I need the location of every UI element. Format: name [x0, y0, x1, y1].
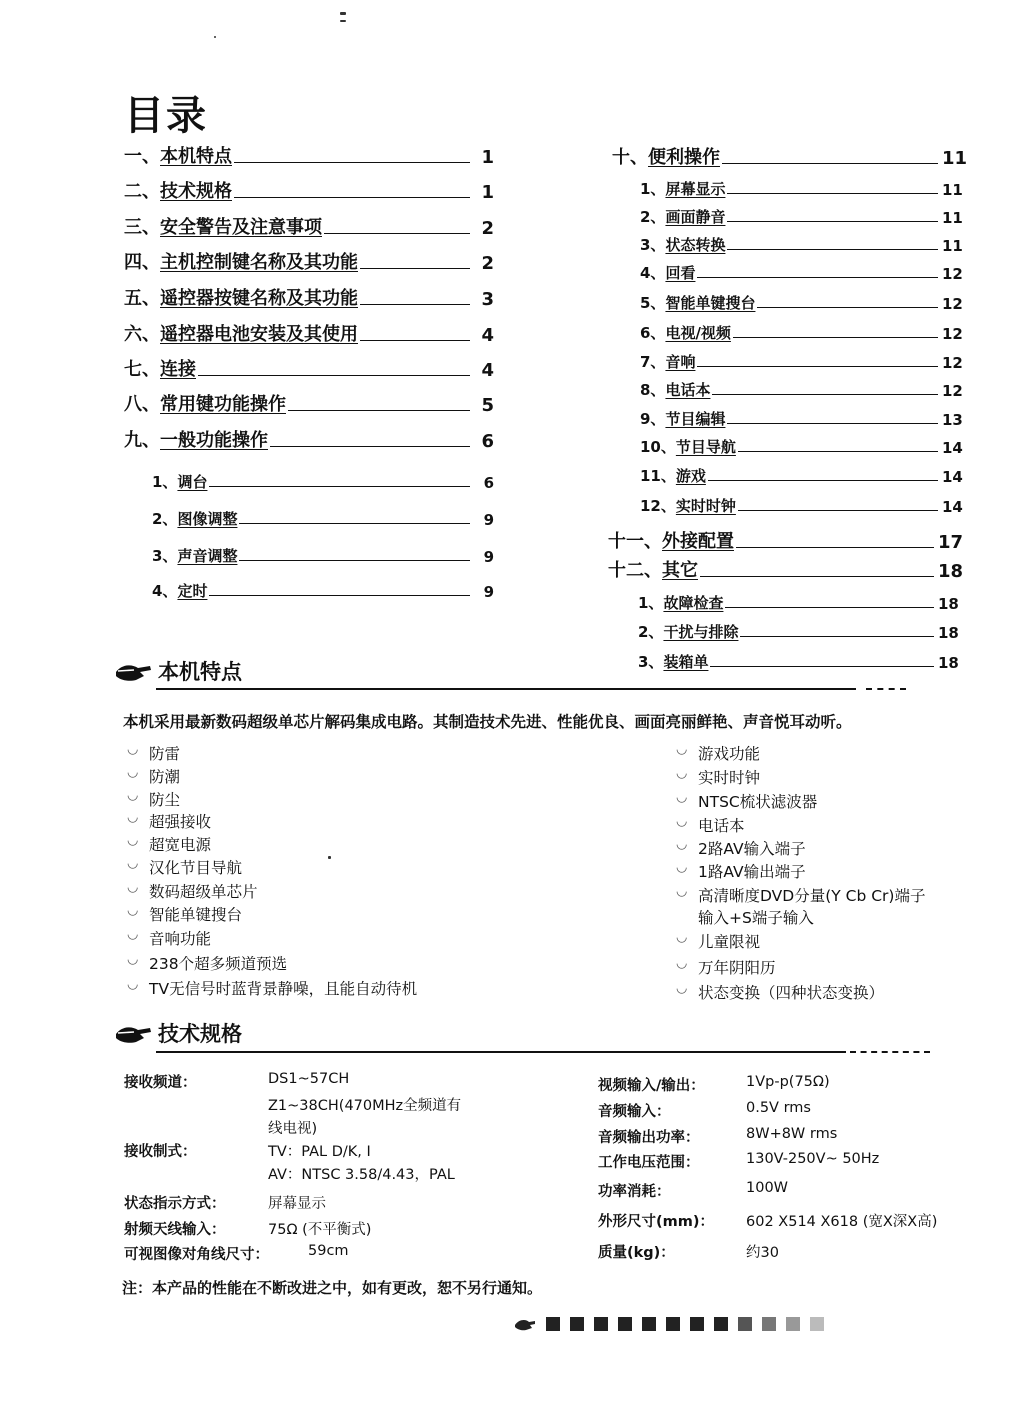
- spec-value: AV：NTSC 3.58/4.43，PAL: [268, 1167, 455, 1183]
- feature-item: [127, 765, 180, 787]
- feature-text: 高清晰度DVD分量(Y Cb Cr)端子: [698, 887, 926, 905]
- scan-speck: [328, 856, 331, 859]
- toc-entry-number: 五、: [124, 288, 160, 309]
- toc-entry-label: 实时时钟: [675, 497, 736, 515]
- toc-entry-label: 音响: [665, 353, 696, 371]
- spec-value: Z1~38CH(470MHz全频道有: [268, 1098, 462, 1114]
- specs-heading: 技术规格: [158, 1022, 242, 1046]
- toc-entry-number: 十一、: [608, 531, 662, 552]
- toc-entry[interactable]: [124, 177, 494, 203]
- toc-entry-label: 定时: [177, 582, 208, 600]
- toc-entry[interactable]: [124, 284, 494, 310]
- spec-value: 8W+8W rms: [746, 1126, 838, 1142]
- toc-entry-page: 1: [481, 147, 494, 168]
- toc-leader-line: [288, 410, 470, 411]
- feature-bullet-icon: ◡: [676, 956, 688, 971]
- toc-entry-page: 5: [481, 395, 494, 416]
- toc-entry-label: 一般功能操作: [160, 430, 268, 451]
- spec-value: 1Vp-p(75Ω): [746, 1074, 830, 1090]
- toc-entry-label: 外接配置: [662, 531, 734, 552]
- toc-entry-label: 遥控器按键名称及其功能: [160, 288, 358, 309]
- toc-entry[interactable]: [612, 143, 968, 169]
- spec-key: 视频输入/输出：: [598, 1078, 705, 1094]
- feature-bullet-icon: ◡: [127, 903, 139, 918]
- toc-entry[interactable]: [640, 346, 962, 372]
- toc-entry-number: 十、: [612, 147, 648, 168]
- footer-block: [762, 1317, 776, 1331]
- feature-text: 超宽电源: [149, 836, 212, 854]
- feature-item: [127, 833, 211, 855]
- toc-entry-number: 九、: [124, 430, 160, 451]
- toc-leader-line: [708, 480, 938, 481]
- toc-entry-page: 14: [942, 498, 963, 516]
- toc-entry-number: 七、: [124, 359, 160, 380]
- feature-text: 音响功能: [149, 930, 212, 948]
- toc-entry-page: 18: [938, 595, 959, 613]
- toc-leader-line: [700, 576, 934, 577]
- feature-bullet-icon: ◡: [127, 927, 139, 942]
- toc-entry-number: 一、: [124, 146, 160, 167]
- pointing-hand-icon: [114, 658, 154, 684]
- toc-entry[interactable]: [152, 575, 494, 601]
- toc-entry-label: 调台: [177, 473, 208, 491]
- feature-bullet-icon: ◡: [676, 930, 688, 945]
- toc-leader-line: [740, 636, 934, 637]
- toc-entry[interactable]: [124, 213, 494, 239]
- feature-text: 实时时钟: [698, 769, 761, 787]
- scan-speck: [340, 20, 346, 22]
- toc-entry-page: 11: [942, 237, 963, 255]
- toc-entry-label: 其它: [662, 560, 698, 581]
- feature-item: [676, 790, 817, 812]
- toc-entry-number: 1、: [640, 180, 666, 198]
- feature-item: [127, 810, 211, 832]
- toc-entry[interactable]: [638, 646, 958, 672]
- toc-entry-page: 4: [481, 360, 494, 381]
- spec-key: 射频天线输入：: [124, 1222, 226, 1238]
- toc-entry-number: 1、: [638, 594, 664, 612]
- toc-entry[interactable]: [640, 229, 962, 255]
- feature-text: 智能单键搜台: [149, 906, 243, 924]
- toc-entry[interactable]: [640, 317, 962, 343]
- toc-entry-number: 9、: [640, 410, 666, 428]
- toc-entry-number: 二、: [124, 181, 160, 202]
- spec-key: 音频输出功率：: [598, 1130, 700, 1146]
- feature-bullet-icon: ◡: [676, 742, 688, 757]
- feature-bullet-icon: ◡: [676, 814, 688, 829]
- toc-leader-line: [697, 277, 938, 278]
- toc-leader-line: [697, 366, 938, 367]
- toc-entry-page: 12: [942, 354, 963, 372]
- toc-leader-line: [209, 595, 470, 596]
- features-rule: [156, 688, 856, 690]
- toc-entry[interactable]: [608, 527, 964, 553]
- toc-entry-label: 声音调整: [177, 547, 238, 565]
- feature-text: NTSC梳状滤波器: [698, 793, 818, 811]
- toc-entry-label: 电视/视频: [665, 324, 731, 342]
- toc-entry[interactable]: [638, 616, 958, 642]
- toc-entry-number: 2、: [640, 208, 666, 226]
- spec-key: 外形尺寸(mm)：: [598, 1214, 714, 1230]
- feature-text: 防潮: [149, 768, 181, 786]
- toc-entry-label: 技术规格: [160, 181, 232, 202]
- toc-entry-label: 图像调整: [177, 510, 238, 528]
- specs-rule-dash: [850, 1051, 930, 1053]
- feature-text: 防雷: [149, 745, 181, 763]
- feature-text: 状态变换（四种状态变换）: [698, 984, 885, 1002]
- spec-value: 75Ω (不平衡式): [268, 1222, 372, 1238]
- specs-rule: [156, 1051, 846, 1053]
- toc-entry[interactable]: [638, 587, 958, 613]
- footer-block: [618, 1317, 632, 1331]
- feature-text: 238个超多频道预选: [149, 955, 288, 973]
- spec-key: 音频输入：: [598, 1104, 671, 1120]
- feature-item: [127, 742, 180, 764]
- footer-block: [810, 1317, 824, 1331]
- toc-entry-number: 3、: [152, 547, 178, 565]
- toc-entry-label: 故障检查: [663, 594, 724, 612]
- toc-entry-label: 遥控器电池安装及其使用: [160, 324, 358, 345]
- spec-key: 状态指示方式：: [124, 1196, 226, 1212]
- feature-item: [676, 860, 806, 882]
- toc-leader-line: [239, 560, 470, 561]
- toc-entry-page: 9: [483, 548, 494, 566]
- toc-leader-line: [360, 268, 470, 269]
- toc-entry-label: 电话本: [665, 381, 711, 399]
- toc-entry-page: 14: [942, 468, 963, 486]
- feature-bullet-icon: ◡: [127, 880, 139, 895]
- toc-entry-page: 6: [483, 474, 494, 492]
- feature-item: [676, 906, 814, 928]
- feature-item: [127, 788, 180, 810]
- toc-leader-line: [727, 221, 938, 222]
- toc-leader-line: [757, 307, 938, 308]
- feature-text: 数码超级单芯片: [149, 883, 258, 901]
- features-heading-row: [114, 656, 242, 686]
- feature-item: [127, 977, 417, 999]
- features-heading: 本机特点: [158, 660, 242, 684]
- feature-text: 游戏功能: [698, 745, 761, 763]
- toc-entry-page: 9: [483, 583, 494, 601]
- feature-text: 输入+S端子输入: [698, 909, 814, 927]
- toc-leader-line: [234, 162, 470, 163]
- toc-entry[interactable]: [640, 287, 962, 313]
- toc-entry-label: 节目编辑: [665, 410, 726, 428]
- feature-item: [676, 981, 884, 1003]
- toc-entry-label: 节目导航: [675, 438, 736, 456]
- toc-entry-label: 干扰与排除: [663, 623, 739, 641]
- toc-entry[interactable]: [124, 142, 494, 168]
- feature-bullet-icon: ◡: [676, 860, 688, 875]
- toc-entry-number: 11、: [640, 467, 676, 485]
- toc-entry-label: 装箱单: [663, 653, 709, 671]
- footer-block: [714, 1317, 728, 1331]
- toc-entry[interactable]: [124, 320, 494, 346]
- footer-hand-icon: [514, 1316, 536, 1332]
- toc-entry-number: 2、: [152, 510, 178, 528]
- toc-entry-page: 9: [483, 511, 494, 529]
- toc-entry-page: 11: [942, 181, 963, 199]
- feature-item: [676, 930, 760, 952]
- specs-note: 注：本产品的性能在不断改进之中，如有更改，恕不另行通知。: [122, 1279, 543, 1297]
- toc-leader-line: [738, 451, 938, 452]
- feature-text: 儿童限视: [698, 933, 761, 951]
- spec-value: 602 X514 X618 (宽X深X高): [746, 1214, 938, 1230]
- scan-speck: [214, 36, 216, 38]
- footer-block: [546, 1317, 560, 1331]
- toc-entry[interactable]: [640, 431, 962, 457]
- feature-text: 2路AV输入端子: [698, 840, 806, 858]
- toc-entry-number: 7、: [640, 353, 666, 371]
- feature-item: [676, 884, 925, 906]
- toc-entry-number: 10、: [640, 438, 676, 456]
- toc-entry[interactable]: [640, 490, 962, 516]
- toc-entry[interactable]: [608, 556, 964, 582]
- features-rule-dash: [866, 688, 906, 690]
- toc-entry-page: 18: [938, 561, 964, 582]
- toc-entry-label: 主机控制键名称及其功能: [160, 252, 358, 273]
- toc-leader-line: [234, 197, 470, 198]
- toc-entry-page: 2: [481, 253, 494, 274]
- toc-entry[interactable]: [640, 257, 962, 283]
- toc-entry[interactable]: [640, 201, 962, 227]
- toc-entry-label: 智能单键搜台: [665, 294, 756, 312]
- toc-entry-page: 18: [938, 654, 959, 672]
- toc-leader-line: [209, 486, 470, 487]
- toc-entry-number: 1、: [152, 473, 178, 491]
- toc-leader-line: [733, 337, 938, 338]
- feature-text: 防尘: [149, 791, 181, 809]
- feature-bullet-icon: ◡: [676, 837, 688, 852]
- toc-title: 目录: [124, 93, 208, 139]
- toc-entry-page: 14: [942, 439, 963, 457]
- feature-bullet-icon: ◡: [127, 977, 139, 992]
- specs-heading-row: [114, 1018, 242, 1048]
- toc-leader-line: [710, 666, 934, 667]
- toc-entry-number: 12、: [640, 497, 676, 515]
- toc-entry-page: 13: [942, 411, 963, 429]
- toc-leader-line: [722, 163, 938, 164]
- feature-bullet-icon: ◡: [127, 742, 139, 757]
- toc-entry[interactable]: [640, 460, 962, 486]
- toc-leader-line: [239, 523, 470, 524]
- toc-entry-number: 3、: [638, 653, 664, 671]
- toc-entry-label: 连接: [160, 359, 196, 380]
- spec-value: DS1~57CH: [268, 1071, 350, 1087]
- toc-entry-page: 6: [481, 431, 494, 452]
- toc-entry-number: 4、: [152, 582, 178, 600]
- toc-entry-page: 18: [938, 624, 959, 642]
- toc-entry-label: 本机特点: [160, 146, 232, 167]
- feature-item: [127, 856, 242, 878]
- toc-entry-page: 12: [942, 265, 963, 283]
- feature-item: [676, 814, 745, 836]
- toc-entry[interactable]: [152, 540, 494, 566]
- toc-entry-page: 2: [481, 218, 494, 239]
- toc-leader-line: [360, 304, 470, 305]
- spec-value: 约30: [746, 1245, 779, 1261]
- feature-item: [676, 766, 760, 788]
- toc-entry-number: 十二、: [608, 560, 662, 581]
- toc-entry-page: 11: [942, 209, 963, 227]
- toc-leader-line: [738, 510, 938, 511]
- toc-entry-page: 12: [942, 295, 963, 313]
- feature-text: 万年阴阳历: [698, 959, 776, 977]
- toc-entry-number: 5、: [640, 294, 666, 312]
- toc-entry[interactable]: [640, 173, 962, 199]
- toc-entry-number: 六、: [124, 324, 160, 345]
- toc-entry-number: 3、: [640, 236, 666, 254]
- toc-entry-number: 三、: [124, 217, 160, 238]
- feature-bullet-icon: ◡: [127, 810, 139, 825]
- toc-entry[interactable]: [124, 248, 494, 274]
- toc-entry-page: 4: [481, 325, 494, 346]
- feature-bullet-icon: ◡: [676, 766, 688, 781]
- toc-entry[interactable]: [640, 374, 962, 400]
- toc-leader-line: [736, 547, 934, 548]
- toc-entry[interactable]: [152, 503, 494, 529]
- feature-bullet-icon: ◡: [127, 952, 139, 967]
- feature-item: [676, 837, 806, 859]
- toc-leader-line: [712, 394, 938, 395]
- toc-entry-number: 4、: [640, 264, 666, 282]
- spec-key: 功率消耗：: [598, 1184, 671, 1200]
- feature-item: [127, 880, 258, 902]
- toc-leader-line: [198, 375, 470, 376]
- pointing-hand-icon: [114, 1020, 154, 1046]
- feature-bullet-icon: ◡: [676, 884, 688, 899]
- toc-entry-page: 3: [481, 289, 494, 310]
- features-intro: 本机采用最新数码超级单芯片解码集成电路。其制造技术先进、性能优良、画面亮丽鲜艳、声音悦耳动听。: [123, 713, 852, 731]
- feature-item: [127, 927, 211, 949]
- footer-block: [666, 1317, 680, 1331]
- spec-key: 可视图像对角线尺寸：: [124, 1247, 269, 1263]
- toc-entry-label: 回看: [665, 264, 696, 282]
- spec-key: 质量(kg)：: [598, 1245, 675, 1261]
- toc-entry-label: 便利操作: [648, 147, 720, 168]
- feature-bullet-icon: ◡: [127, 765, 139, 780]
- toc-entry-label: 常用键功能操作: [160, 394, 286, 415]
- toc-entry-number: 8、: [640, 381, 666, 399]
- footer-block: [594, 1317, 608, 1331]
- toc-entry[interactable]: [152, 466, 494, 492]
- toc-entry-page: 11: [942, 148, 968, 169]
- toc-leader-line: [727, 193, 938, 194]
- spec-value: 线电视): [268, 1121, 318, 1137]
- toc-entry-number: 6、: [640, 324, 666, 342]
- feature-bullet-icon: ◡: [676, 790, 688, 805]
- feature-item: [127, 903, 242, 925]
- toc-entry-page: 12: [942, 382, 963, 400]
- toc-leader-line: [727, 423, 938, 424]
- scan-speck: [340, 12, 346, 15]
- toc-entry-label: 状态转换: [665, 236, 726, 254]
- toc-entry-label: 画面静音: [665, 208, 726, 226]
- toc-entry[interactable]: [124, 426, 494, 452]
- spec-value: 130V-250V~ 50Hz: [746, 1151, 880, 1167]
- feature-text: TV无信号时蓝背景静噪，且能自动待机: [149, 980, 418, 998]
- feature-bullet-icon: ◡: [127, 856, 139, 871]
- feature-text: 1路AV输出端子: [698, 863, 806, 881]
- footer-block: [738, 1317, 752, 1331]
- toc-entry-label: 屏幕显示: [665, 180, 726, 198]
- spec-value: 屏幕显示: [268, 1196, 326, 1212]
- footer-block: [690, 1317, 704, 1331]
- feature-bullet-icon: ◡: [127, 788, 139, 803]
- toc-entry-number: 八、: [124, 394, 160, 415]
- feature-item: [127, 952, 287, 974]
- feature-text: 汉化节目导航: [149, 859, 243, 877]
- toc-entry-number: 四、: [124, 252, 160, 273]
- toc-entry[interactable]: [124, 355, 494, 381]
- feature-item: [676, 956, 776, 978]
- toc-leader-line: [270, 446, 470, 447]
- toc-entry-page: 12: [942, 325, 963, 343]
- toc-entry-page: 17: [938, 532, 964, 553]
- toc-leader-line: [324, 233, 470, 234]
- toc-entry-label: 安全警告及注意事项: [160, 217, 322, 238]
- footer-block: [570, 1317, 584, 1331]
- footer-decoration: [514, 1316, 824, 1332]
- toc-leader-line: [725, 607, 934, 608]
- toc-entry-number: 2、: [638, 623, 664, 641]
- toc-entry[interactable]: [640, 403, 962, 429]
- feature-text: 超强接收: [149, 813, 212, 831]
- toc-leader-line: [360, 340, 470, 341]
- spec-value: 59cm: [308, 1243, 349, 1259]
- toc-entry-label: 游戏: [675, 467, 706, 485]
- toc-entry[interactable]: [124, 390, 494, 416]
- toc-leader-line: [727, 249, 938, 250]
- spec-key: 接收频道：: [124, 1075, 197, 1091]
- footer-block: [642, 1317, 656, 1331]
- spec-value: TV：PAL D/K, I: [268, 1144, 371, 1160]
- spec-value: 100W: [746, 1180, 789, 1196]
- feature-bullet-icon: ◡: [127, 833, 139, 848]
- spec-value: 0.5V rms: [746, 1100, 811, 1116]
- feature-item: [676, 742, 760, 764]
- toc-entry-page: 1: [481, 182, 494, 203]
- footer-block: [786, 1317, 800, 1331]
- spec-key: 接收制式：: [124, 1144, 197, 1160]
- feature-bullet-icon: ◡: [676, 981, 688, 996]
- spec-key: 工作电压范围：: [598, 1155, 700, 1171]
- feature-text: 电话本: [698, 817, 745, 835]
